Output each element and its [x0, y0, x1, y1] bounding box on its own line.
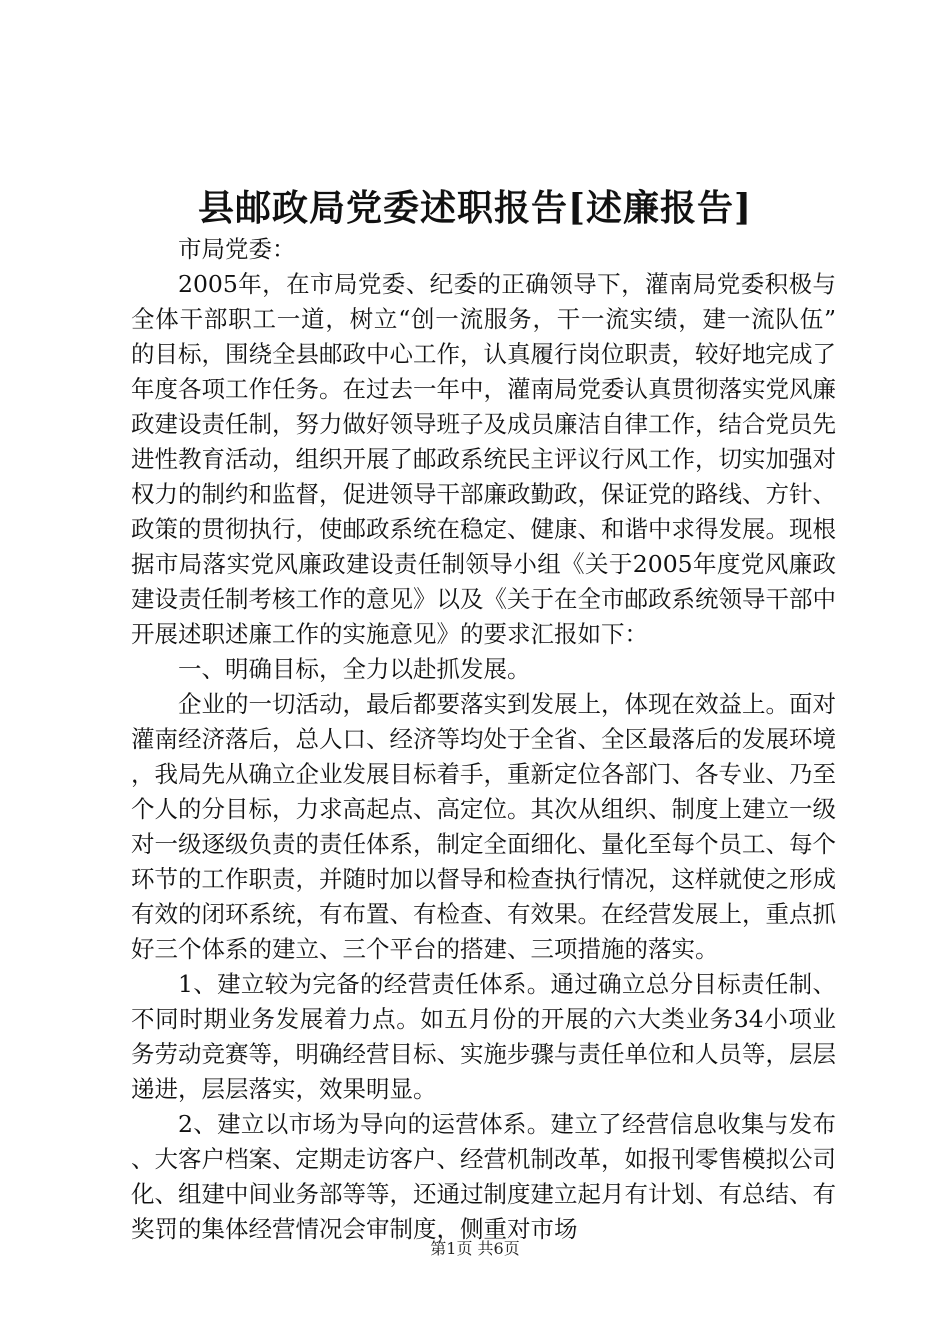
paragraph-development: 企业的一切活动，最后都要落实到发展上，体现在效益上。面对灌南经济落后，总人口、经济等均处于全省、全区最落后的发展环境，我局先从确立企业发展目标着手，重新定位各部门、各专业、乃至个人的分目标，力求高起点、高定位。其次从组织、制度上建立一级对一级逐级负责的责任体系，制定全面细化、量化至每个员工、每个环节的工作职责，并随时加以督导和检查执行情况，这样就使之形成有效的闭环系统，有布置、有检查、有效果。在经营发展上，重点抓好三个体系的建立、三个平台的搭建、三项措施的落实。: [131, 690, 836, 963]
paragraph-intro: 2005年，在市局党委、纪委的正确领导下，灌南局党委积极与全体干部职工一道，树立“创一流服务，干一流实绩，建一流队伍”的目标，围绕全县邮政中心工作，认真履行岗位职责，较好地完成了年度各项工作任务。在过去一年中，灌南局党委认真贯彻落实党风廉政建设责任制，努力做好领导班子及成员廉洁自律工作，结合党员先进性教育活动，组织开展了邮政系统民主评议行风工作，切实加强对权力的制约和监督，促进领导干部廉政勤政，保证党的路线、方针、政策的贯彻执行，使邮政系统在稳定、健康、和谐中求得发展。现根据市局落实党风廉政建设责任制领导小组《关于2005年度党风廉政建设责任制考核工作的意见》以及《关于在全市邮政系统领导干部中开展述职述廉工作的实施意见》的要求汇报如下：: [131, 270, 836, 648]
document-title: 县邮政局党委述职报告[述廉报告]: [197, 187, 753, 229]
paragraph-item-2: 2、建立以市场为导向的运营体系。建立了经营信息收集与发布、大客户档案、定期走访客户、经营机制改革，如报刊零售模拟公司化、组建中间业务部等等，还通过制度建立起月有计划、有总结、有奖罚的集体经营情况会审制度，侧重对市场: [131, 1110, 836, 1243]
paragraph-item-1: 1、建立较为完备的经营责任体系。通过确立总分目标责任制、不同时期业务发展着力点。如五月份的开展的六大类业务34小项业务劳动竞赛等，明确经营目标、实施步骤与责任单位和人员等，层层递进，层层落实，效果明显。: [131, 970, 836, 1103]
document-body: [131, 232, 836, 1247]
page-number-footer: 第1页 共6页: [430, 1239, 520, 1258]
section-heading-1: 一、明确目标，全力以赴抓发展。: [178, 655, 531, 683]
salutation: 市局党委：: [178, 235, 296, 263]
